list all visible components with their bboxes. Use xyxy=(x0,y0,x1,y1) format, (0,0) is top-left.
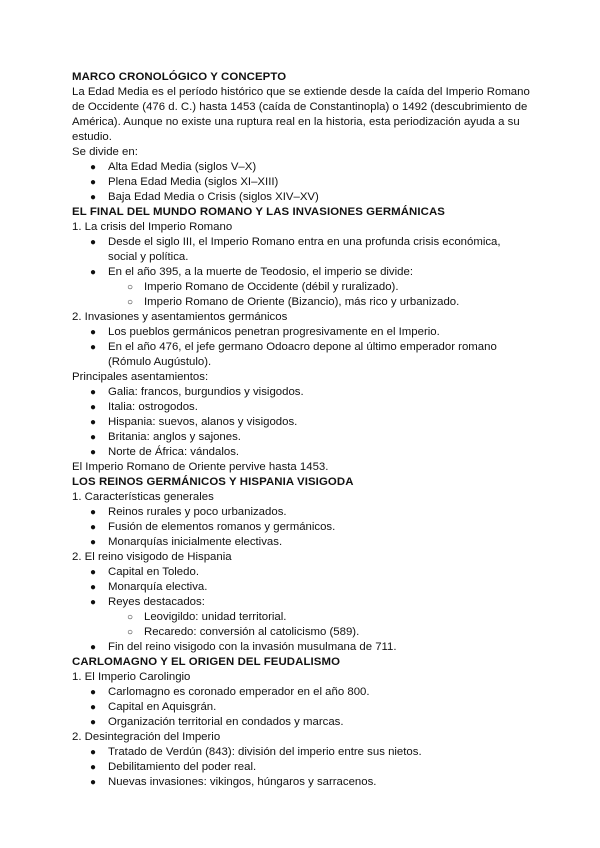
bullet-icon: ● xyxy=(90,237,97,248)
list-item: ● Italia: ostrogodos. xyxy=(90,401,198,413)
list-item: ● En el año 476, el jefe germano Odoacro depone al último emperador romano (Rómulo Augústulo). xyxy=(90,341,497,368)
nested-list-item: ○ Leovigildo: unidad territorial. xyxy=(127,611,287,623)
subheading: 2. El reino visigodo de Hispania xyxy=(72,551,232,563)
list-item: ● Alta Edad Media (siglos V–X) xyxy=(90,161,257,173)
subheading: 1. El Imperio Carolingio xyxy=(72,671,191,683)
subheading: 1. Características generales xyxy=(72,491,214,503)
list-item: ● Britania: anglos y sajones. xyxy=(90,431,241,443)
bullet-icon: ● xyxy=(90,267,97,278)
bullet-icon: ● xyxy=(90,447,97,458)
list-item: ● Debilitamiento del poder real. xyxy=(90,761,257,773)
bullet-icon: ● xyxy=(90,702,97,713)
document-page xyxy=(72,70,532,790)
circle-bullet-icon: ○ xyxy=(127,612,134,623)
bullet-icon: ● xyxy=(90,417,97,428)
list-item: ● Capital en Aquisgrán. xyxy=(90,701,217,713)
bullet-icon: ● xyxy=(90,567,97,578)
bullet-icon: ● xyxy=(90,162,97,173)
bullet-icon: ● xyxy=(90,522,97,533)
circle-bullet-icon: ○ xyxy=(127,282,134,293)
list-item: ● Fusión de elementos romanos y germánicos. xyxy=(90,521,336,533)
section-heading: CARLOMAGNO Y EL ORIGEN DEL FEUDALISMO xyxy=(72,656,341,668)
list-item: ● Reyes destacados: xyxy=(90,596,205,608)
section-heading: EL FINAL DEL MUNDO ROMANO Y LAS INVASIONES GERMÁNICAS xyxy=(72,206,445,218)
section-heading: MARCO CRONOLÓGICO Y CONCEPTO xyxy=(72,71,287,83)
intro-paragraph: La Edad Media es el período histórico que se extiende desde la caída del Imperio Romano de Occidente (476 d. C.) hasta 1453 (caída de Constantinopla) o 1492 (descubrimiento de América). Aunque no existe una ruptura real en la historia, esta periodización ayuda a su estudio. xyxy=(72,86,530,143)
subheading: 2. Desintegración del Imperio xyxy=(72,731,221,743)
divide-label: Se divide en: xyxy=(72,146,138,158)
bullet-icon: ● xyxy=(90,387,97,398)
bullet-icon: ● xyxy=(90,642,97,653)
list-item: ● Carlomagno es coronado emperador en el año 800. xyxy=(90,686,370,698)
bullet-icon: ● xyxy=(90,342,97,353)
list-item: ● En el año 395, a la muerte de Teodosio, el imperio se divide: xyxy=(90,266,413,278)
list-item: ● Tratado de Verdún (843): división del imperio entre sus nietos. xyxy=(90,746,422,758)
bullet-icon: ● xyxy=(90,777,97,788)
list-item: ● Monarquía electiva. xyxy=(90,581,208,593)
list-item: ● Desde el siglo III, el Imperio Romano entra en una profunda crisis económica, social y política. xyxy=(90,236,501,263)
bullet-icon: ● xyxy=(90,192,97,203)
list-item: ● Norte de África: vándalos. xyxy=(90,446,240,458)
bullet-icon: ● xyxy=(90,582,97,593)
bullet-icon: ● xyxy=(90,747,97,758)
bullet-icon: ● xyxy=(90,507,97,518)
bullet-icon: ● xyxy=(90,687,97,698)
closing-paragraph: El Imperio Romano de Oriente pervive hasta 1453. xyxy=(72,461,329,473)
circle-bullet-icon: ○ xyxy=(127,627,134,638)
list-item: ● Los pueblos germánicos penetran progresivamente en el Imperio. xyxy=(90,326,440,338)
bullet-icon: ● xyxy=(90,537,97,548)
list-item: ● Capital en Toledo. xyxy=(90,566,199,578)
bullet-icon: ● xyxy=(90,597,97,608)
bullet-icon: ● xyxy=(90,402,97,413)
list-item: ● Nuevas invasiones: vikingos, húngaros y sarracenos. xyxy=(90,776,377,788)
list-item: ● Galia: francos, burgundios y visigodos. xyxy=(90,386,304,398)
settlements-label: Principales asentamientos: xyxy=(72,371,209,383)
bullet-icon: ● xyxy=(90,177,97,188)
section-heading: LOS REINOS GERMÁNICOS Y HISPANIA VISIGODA xyxy=(72,476,354,488)
list-item: ● Organización territorial en condados y marcas. xyxy=(90,716,344,728)
subheading: 2. Invasiones y asentamientos germánicos xyxy=(72,311,288,323)
nested-list-item: ○ Recaredo: conversión al catolicismo (589). xyxy=(127,626,360,638)
nested-list-item: ○ Imperio Romano de Oriente (Bizancio), más rico y urbanizado. xyxy=(127,296,460,308)
bullet-icon: ● xyxy=(90,327,97,338)
list-item: ● Hispania: suevos, alanos y visigodos. xyxy=(90,416,298,428)
list-item: ● Plena Edad Media (siglos XI–XIII) xyxy=(90,176,279,188)
subheading: 1. La crisis del Imperio Romano xyxy=(72,221,233,233)
list-item: ● Monarquías inicialmente electivas. xyxy=(90,536,283,548)
list-item: ● Baja Edad Media o Crisis (siglos XIV–XV) xyxy=(90,191,319,203)
bullet-icon: ● xyxy=(90,762,97,773)
bullet-icon: ● xyxy=(90,432,97,443)
nested-list-item: ○ Imperio Romano de Occidente (débil y ruralizado). xyxy=(127,281,399,293)
bullet-icon: ● xyxy=(90,717,97,728)
list-item: ● Fin del reino visigodo con la invasión musulmana de 711. xyxy=(90,641,397,653)
circle-bullet-icon: ○ xyxy=(127,297,134,308)
list-item: ● Reinos rurales y poco urbanizados. xyxy=(90,506,287,518)
